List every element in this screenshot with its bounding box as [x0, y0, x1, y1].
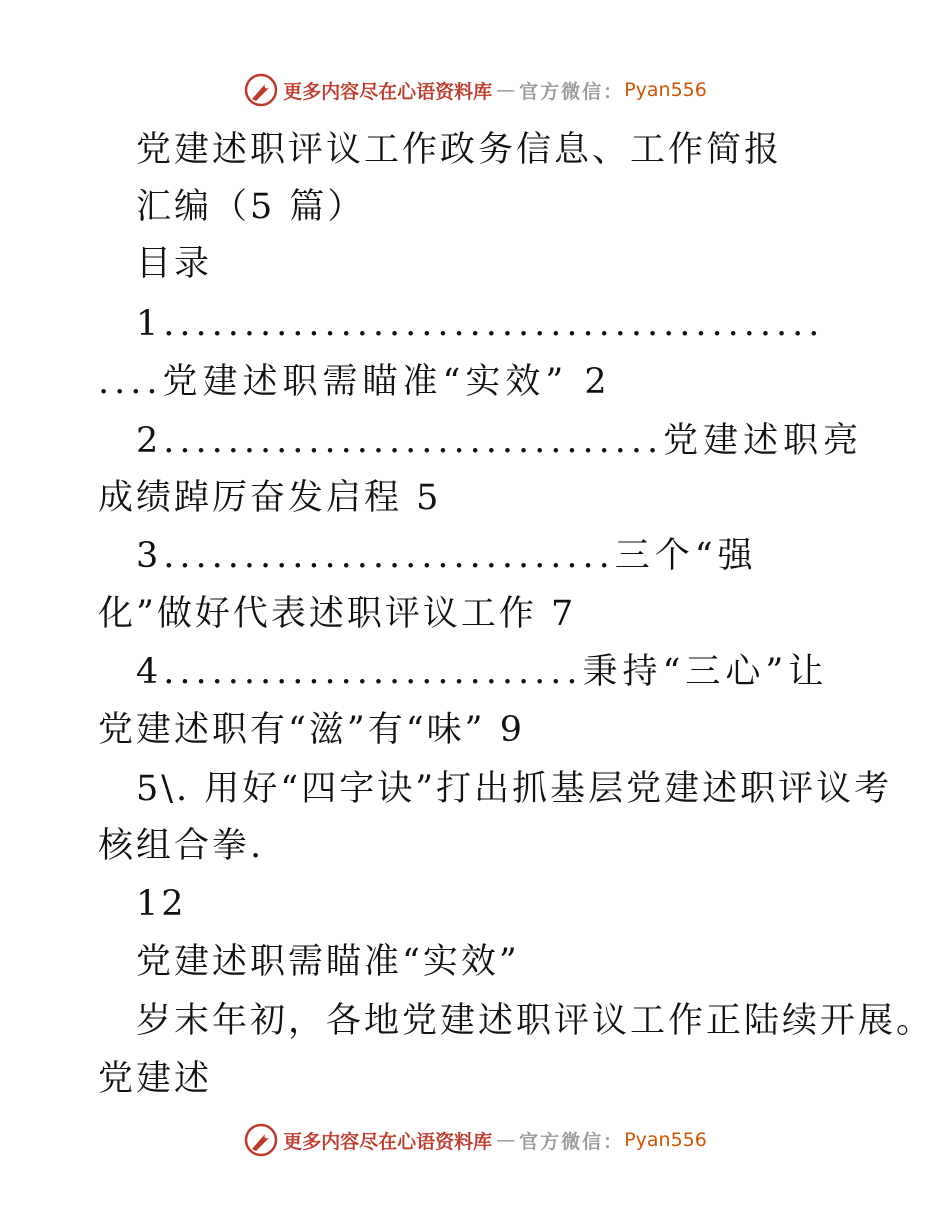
banner-brand: 更多内容尽在心语资料库	[283, 1130, 493, 1153]
doc-title-line-2: 汇编（5 篇）	[136, 187, 366, 227]
toc-item-5-line-b: 核组合拳.	[98, 826, 265, 866]
section-title: 党建述职需瞄准“实效”	[136, 942, 520, 982]
toc-item-2-line-b: 成绩踔厉奋发启程 5	[98, 478, 442, 518]
paragraph-line-2: 党建述	[98, 1059, 213, 1099]
banner-brand: 更多内容尽在心语资料库	[283, 80, 493, 103]
toc-item-3-line-b: 化”做好代表述职评议工作 7	[98, 594, 577, 634]
banner-account: Pyan556	[624, 1129, 707, 1151]
toc-item-1-line-a: 1.........................................	[136, 304, 825, 344]
toc-item-5-page: 12	[136, 884, 187, 924]
banner-wechat-label: 官方微信：	[519, 80, 625, 103]
pen-nib-icon	[243, 72, 279, 108]
banner-wechat-label: 官方微信：	[519, 1130, 625, 1153]
header-banner	[0, 70, 950, 110]
toc-item-2-line-a: 2...............................党建述职亮	[136, 421, 864, 461]
banner-account: Pyan556	[624, 79, 707, 101]
banner-separator: —	[496, 1129, 516, 1151]
toc-item-4-line-a: 4..........................秉持“三心”让	[136, 652, 829, 692]
doc-title-line-1: 党建述职评议工作政务信息、工作简报	[136, 130, 783, 170]
toc-item-5-line-a: 5\. 用好“四字诀”打出抓基层党建述职评议考	[136, 769, 893, 809]
pen-nib-icon	[243, 1122, 279, 1158]
paragraph-line-1: 岁末年初，各地党建述职评议工作正陆续开展。	[136, 1001, 935, 1041]
toc-item-1-line-b: ....党建述职需瞄准“实效” 2	[98, 362, 612, 402]
toc-item-3-line-a: 3............................三个“强	[136, 536, 758, 576]
footer-banner	[0, 1120, 950, 1160]
banner-separator: —	[496, 79, 516, 101]
toc-heading: 目录	[136, 244, 213, 284]
toc-item-4-line-b: 党建述职有“滋”有“味” 9	[98, 710, 525, 750]
